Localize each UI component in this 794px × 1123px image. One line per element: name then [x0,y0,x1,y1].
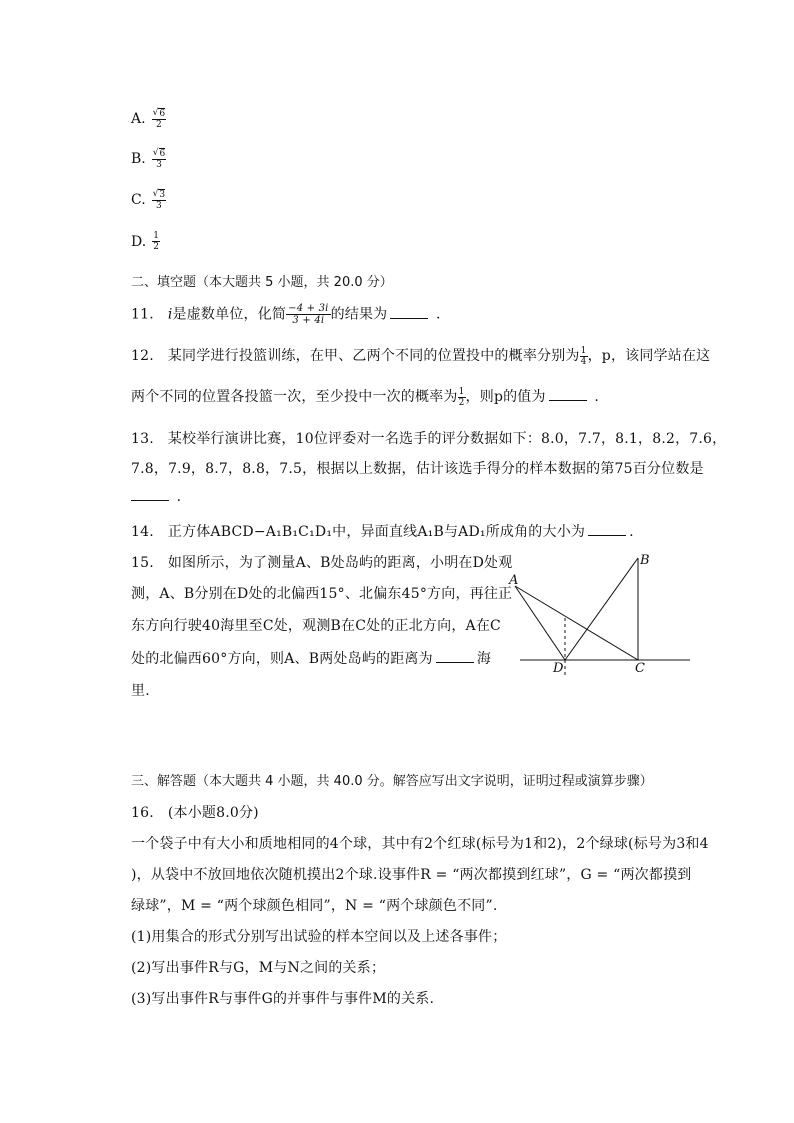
fraction [152,231,160,252]
denominator: 3 [156,160,162,170]
denominator: 2 [155,120,162,130]
question-16-line-3: 绿球”，M = “两个球颜色相同”，N = “两个球颜色不同”. [131,898,498,914]
question-number: 14. [131,524,154,540]
label-d: D [553,661,564,676]
question-text: 是虚数单位，化简 [172,306,287,323]
question-16-part-2: (2)写出事件R与G，M与N之间的关系； [131,960,386,976]
radicand: 6 [159,109,166,119]
question-16-line-1: 一个袋子中有大小和质地相同的4个球，其中有2个红球(标号为1和2)，2个绿球(标号为3和4 [131,836,709,852]
section-heading-solutions: 三、解答题（本大题共 4 小题，共 40.0 分。解答应写出文字说明，证明过程或演算步骤） [131,774,653,789]
answer-blank [390,306,428,319]
question-number: 15. [131,555,154,571]
fraction: √ 6 3 [152,148,166,170]
variable: i [167,306,173,323]
question-16-part-3: (3)写出事件R与事件G的并事件与事件M的关系. [131,991,435,1007]
option-letter: B. [131,151,146,167]
label-a: A [509,573,519,588]
answer-blank [588,523,626,536]
option-letter: D. [131,233,147,250]
question-text: ，则p的值为 [465,389,546,405]
segment-db [565,558,638,660]
option-letter: C. [131,192,146,208]
radicand: 6 [159,149,166,159]
denominator: 2 [458,397,465,408]
question-text: 正方体ABCD−A₁B₁C₁D₁中，异面直线A₁B与AD₁所成角的大小为 [167,524,586,540]
label-b: B [640,553,650,568]
numerator: 1 [458,386,465,397]
answer-blank [436,650,474,663]
numerator: −4 + 3i [288,303,329,314]
question-16-header [131,802,259,822]
segment-ac [515,586,638,660]
answer-blank [131,488,169,501]
section-heading-fill-in: 二、填空题（本大题共 5 小题，共 20.0 分） [131,275,393,290]
period: . [594,389,600,405]
question-16-part-1: (1)用集合的形式分别写出试验的样本空间以及上述各事件； [131,929,507,945]
numerator: 1 [580,345,587,356]
label-c: C [635,661,645,676]
question-15-line-2: 测，A、B分别在D处的北偏西15°、北偏东45°方向，再往正 [131,586,513,602]
fraction: √ 3 3 [152,189,166,211]
question-16-line-2: )，从袋中不放回地依次随机摸出2个球.设事件R = “两次都摸到红球”，G = “两次都摸到 [131,867,692,883]
segment-ad [515,586,565,660]
question-number: 16. [131,805,154,821]
question-score: (本小题8.0分) [167,805,259,821]
question-15-line-3: 东方向行驶40海里至C处，观测B在C处的正北方向，A在C [131,618,501,634]
option-letter: A. [131,111,146,127]
fraction [458,387,466,408]
question-12-line-1 [131,345,710,367]
question-text: 海 [476,651,492,667]
denominator: 4 [580,356,587,367]
option-b [131,148,166,170]
question-13-line-3 [131,488,181,505]
period: . [629,524,634,540]
fraction: √ 6 2 [152,108,166,130]
option-d [131,231,160,252]
period: . [436,306,441,323]
question-13-line-2: 7.8，7.9，8.7，8.8，7.5，根据以上数据，估计该选手得分的样本数据的第75百分位数是 [131,461,704,477]
question-12-line-2 [131,386,599,408]
question-text: 两个不同的位置各投篮一次，至少投中一次的概率为 [131,389,458,405]
period: . [176,489,182,505]
question-text: 处的北偏西60°方向，则A、B两处岛屿的距离为 [131,651,433,667]
fraction [286,303,330,326]
question-text: 某同学进行投篮训练，在甲、乙两个不同的位置投中的概率分别为 [167,348,580,364]
question-text: 某校举行演讲比赛，10位评委对一名选手的评分数据如下：8.0，7.7，8.1，8.2，7.6， [167,431,727,447]
question-number: 13. [131,431,154,447]
numerator: 1 [153,231,159,241]
denominator: 3 + 4i [292,315,325,326]
question-15-line-5: 里. [131,683,150,699]
fraction [580,346,588,367]
question-text: 的结果为 [330,306,388,323]
question-text: ，p，该同学站在这 [587,348,711,364]
answer-blank [549,388,587,401]
denominator: 3 [156,201,162,211]
question-15-line-1 [131,552,512,572]
question-number: 12. [131,348,154,364]
radicand: 3 [159,190,166,200]
question-13-line-1 [131,428,726,448]
denominator: 2 [153,242,159,252]
question-text: 如图所示，为了测量A、B处岛屿的距离，小明在D处观 [167,555,513,571]
question-number: 11. [131,306,154,323]
question-11 [131,303,441,326]
question-14 [131,521,634,541]
geometry-figure [505,548,700,678]
option-a [131,108,166,130]
option-c [131,189,166,211]
question-15-line-4 [131,648,491,668]
